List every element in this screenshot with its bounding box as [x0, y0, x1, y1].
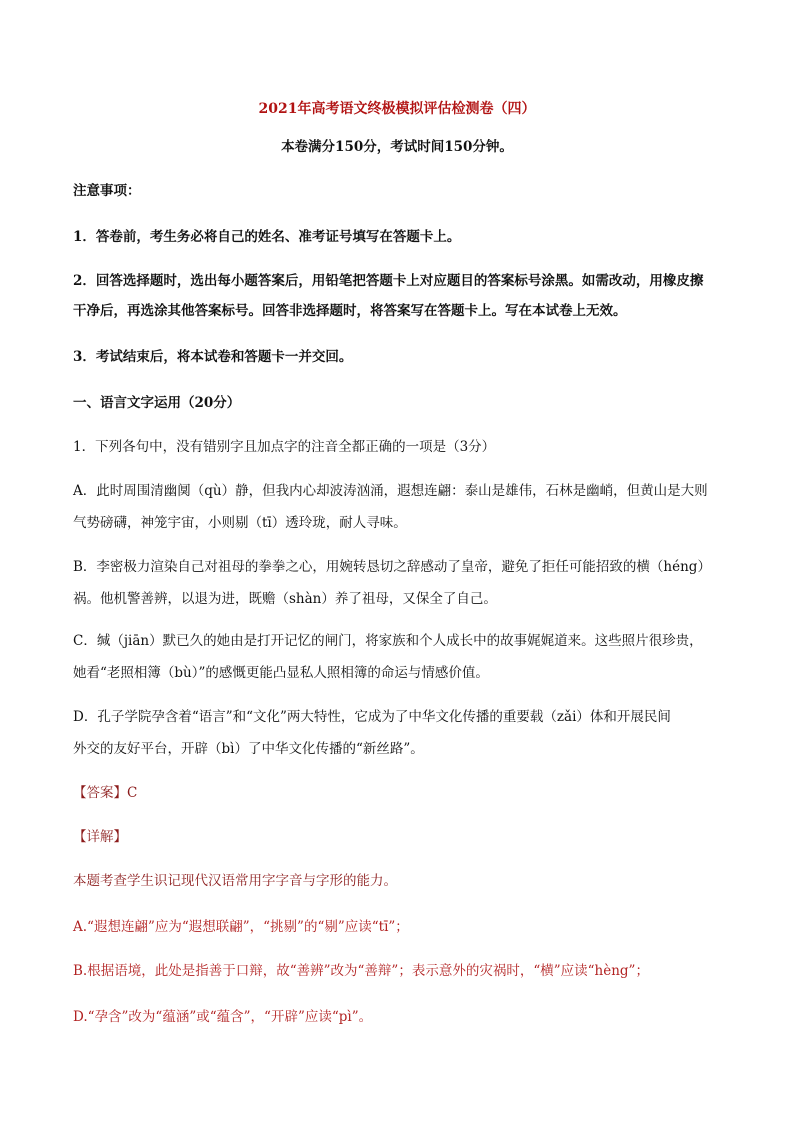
note-option-d: D.“孕含”改为“蕴涵”或“蕴含”，“开辟”应读“pì”。 — [73, 1009, 373, 1025]
exam-subtitle: 本卷满分150分，考试时间150分钟。 — [281, 139, 513, 155]
answer-line — [73, 784, 733, 802]
option-d-line-2: 外交的友好平台，开辟（bì）了中华文化传播的“新丝路”。 — [73, 741, 424, 757]
option-c-line-1: C．缄（jiān）默已久的她由是打开记忆的闸门，将家族和个人成长中的故事娓娓道来。这些照片很珍贵， — [73, 633, 703, 649]
explanation-text: 本题考查学生识记现代汉语常用字字音与字形的能力。 — [73, 873, 397, 889]
option-b-line-2: 祸。他机警善辨，以退为进，既赡（shàn）养了祖母，又保全了自己。 — [73, 591, 497, 607]
option-a-line-2: 气势磅礴，神笼宇宙，小则剔（tī）透玲珑，耐人寻味。 — [73, 515, 407, 531]
exam-title: 2021年高考语文终极模拟评估检测卷（四） — [258, 101, 536, 117]
note-option-a: A.“遐想连翩”应为“遐想联翩”，“挑剔”的“剔”应读“tī”； — [73, 919, 409, 935]
notice-item-1: 1．答卷前，考生务必将自己的姓名、准考证号填写在答题卡上。 — [73, 229, 461, 245]
detail-label: 【详解】 — [73, 829, 127, 845]
notice-item-3: 3．考试结束后，将本试卷和答题卡一并交回。 — [73, 349, 353, 365]
option-c-line-2: 她看“老照相簿（bù）”的感慨更能凸显私人照相簿的命运与情感价值。 — [73, 665, 489, 681]
notice-item-2-line-1: 2．回答选择题时，选出每小题答案后，用铅笔把答题卡上对应题目的答案标号涂黑。如需改动，用橡皮擦 — [73, 273, 704, 289]
option-b-line-1: B．李密极力渲染自己对祖母的拳拳之心，用婉转恳切之辞感动了皇帝，避免了拒任可能招致的横（héng） — [73, 559, 711, 575]
answer-label: 【答案】 — [73, 785, 127, 801]
answer-value: C — [127, 785, 138, 801]
option-d-line-1: D．孔子学院孕含着“语言”和“文化”两大特性，它成为了中华文化传播的重要载（zǎi）体和开展民间 — [73, 709, 671, 725]
notice-heading: 注意事项： — [73, 183, 141, 199]
note-option-b: B.根据语境，此处是指善于口辩，故“善辨”改为“善辩”；表示意外的灾祸时，“横”应读“hèng”； — [73, 963, 649, 979]
question-1: 1．下列各句中，没有错别字且加点字的注音全都正确的一项是（3分） — [73, 439, 496, 455]
option-a-line-1: A．此时周围清幽阒（qù）静，但我内心却波涛汹涌，遐想连翩：泰山是雄伟，石林是幽峭，但黄山是大则 — [73, 483, 708, 499]
notice-item-2-line-2: 干净后，再选涂其他答案标号。回答非选择题时，将答案写在答题卡上。写在本试卷上无效。 — [73, 303, 627, 319]
section-1-heading: 一、语言文字运用（20分） — [73, 395, 241, 411]
